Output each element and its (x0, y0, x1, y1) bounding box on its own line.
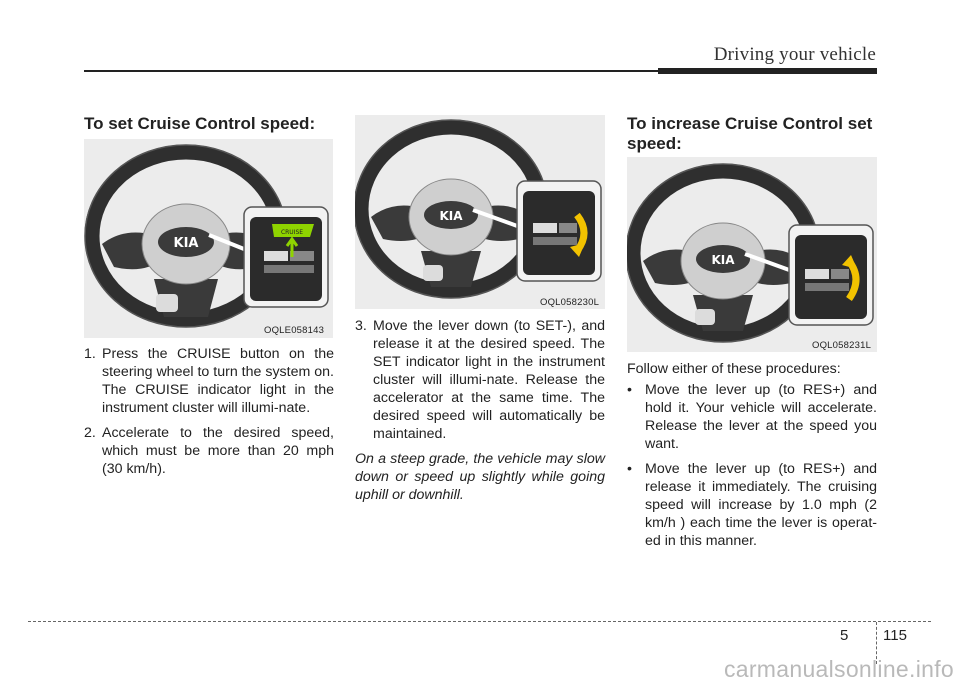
step-item (84, 424, 334, 478)
bullet-marker: • (627, 461, 632, 477)
figure-lever-up (627, 157, 877, 352)
heading-increase-speed: To increase Cruise Control set speed: (627, 114, 873, 153)
figure-code: OQLE058143 (264, 325, 325, 336)
step-marker: 2. (84, 425, 96, 441)
steep-grade-note: On a steep grade, the vehicle may slow down or speed up slightly while going uphill or downhill. (355, 451, 605, 503)
kia-logo: KIA (439, 209, 463, 223)
figure-code: OQL058231L (812, 340, 872, 351)
steering-wheel-illustration (355, 115, 605, 309)
page-number: 115 (883, 627, 907, 644)
bullet-item (627, 381, 877, 453)
procedure-intro: Follow either of these procedures: (627, 361, 841, 377)
step-text: Press the CRUISE button on the steering wheel to turn the system on. The CRUISE indicator light in the instrument cluster will illumi-nate. (102, 346, 334, 416)
bullet-text: Move the lever up (to RES+) and release it immediately. The cruising speed will increase by 1.0 mph (2 km/h ) each time the lever is operat-ed in this manner. (645, 461, 877, 549)
figure-lever-down (355, 115, 605, 309)
bullet-text: Move the lever up (to RES+) and hold it. Your vehicle will accelerate. Release the lever at the speed you want. (645, 382, 877, 452)
footer-rule (28, 621, 931, 622)
steps-list (355, 317, 605, 504)
step-text: Move the lever down (to SET-), and release it at the desired speed. The SET indicator light in the instrument cluster will illumi-nate. Release the accelerator at the same time. The desired speed will automatically be maintained. (373, 318, 605, 442)
header-title: Driving your vehicle (713, 44, 876, 65)
watermark: carmanualsonline.info (723, 656, 954, 682)
step-marker: 1. (84, 346, 96, 362)
heading-set-speed: To set Cruise Control speed: (84, 114, 316, 133)
cruise-button-label: CRUISE (280, 229, 304, 236)
procedure-block (627, 360, 877, 557)
steering-wheel-illustration (627, 157, 877, 352)
kia-logo: KIA (173, 236, 199, 251)
step-marker: 3. (355, 318, 367, 334)
header-rule-thick (658, 68, 877, 74)
figure-code: OQL058230L (540, 297, 600, 308)
steering-wheel-illustration (84, 139, 333, 338)
figure-cruise-button (84, 139, 333, 338)
step-item (355, 317, 605, 443)
section-number: 5 (840, 627, 849, 644)
step-item (84, 345, 334, 417)
kia-logo: KIA (711, 253, 735, 267)
step-text: Accelerate to the desired speed, which must be more than 20 mph (30 km/h). (102, 425, 334, 477)
bullet-marker: • (627, 382, 632, 398)
bullet-item (627, 460, 877, 550)
steps-list (84, 345, 334, 485)
